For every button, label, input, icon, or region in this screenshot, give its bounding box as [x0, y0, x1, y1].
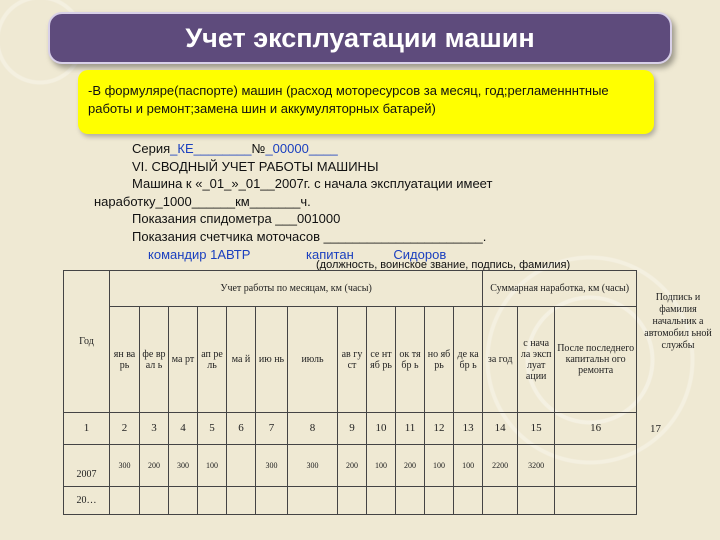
value-cell: 300 — [256, 445, 288, 487]
year-header: Год — [64, 271, 110, 413]
value-cell: 300 — [288, 445, 338, 487]
series-line: Серия_КЕ________№_00000____ — [132, 141, 338, 156]
value-cell: 100 — [198, 445, 227, 487]
note-line-2: работы и ремонт;замена шин и аккумуляторных батарей) — [88, 101, 436, 116]
column-number: 7 — [256, 413, 288, 445]
value-cell: 3200 — [518, 445, 555, 487]
value-cell — [367, 487, 396, 515]
work-table — [63, 270, 637, 515]
column-number: 10 — [367, 413, 396, 445]
speedometer-line: Показания спидометра ___001000 — [132, 211, 341, 227]
section-title: VI. СВОДНЫЙ УЧЕТ РАБОТЫ МАШИНЫ — [132, 158, 379, 174]
note-box — [78, 70, 654, 134]
since-overhaul-header: После последнего капитальн ого ремонта — [555, 307, 637, 413]
summary-group-header: Суммарная наработка, км (часы) — [483, 271, 637, 307]
note-line-1: -В формуляре(паспорте) машин (расход моторесурсов за месяц, год;регламенннтные — [88, 83, 609, 98]
column-number: 12 — [425, 413, 454, 445]
value-cell: 300 — [110, 445, 140, 487]
table-row — [64, 445, 637, 487]
column-number: 14 — [483, 413, 518, 445]
month-header: фе вр ал ь — [140, 307, 169, 413]
column-number: 6 — [227, 413, 256, 445]
value-cell: 100 — [425, 445, 454, 487]
column-number: 11 — [396, 413, 425, 445]
value-cell — [198, 487, 227, 515]
column-number: 4 — [169, 413, 198, 445]
column-number: 3 — [140, 413, 169, 445]
value-cell — [483, 487, 518, 515]
value-cell: 200 — [140, 445, 169, 487]
motohours-line: Показания счетчика моточасов ______________________. — [132, 228, 487, 244]
value-cell — [227, 445, 256, 487]
month-header: де ка бр ь — [454, 307, 483, 413]
month-header: ма рт — [169, 307, 198, 413]
column-number: 1 — [64, 413, 110, 445]
monthly-group-header: Учет работы по месяцам, км (часы) — [110, 271, 483, 307]
value-cell: 300 — [169, 445, 198, 487]
month-header: июль — [288, 307, 338, 413]
value-cell — [169, 487, 198, 515]
value-cell: 200 — [396, 445, 425, 487]
mileage-line: наработку_1000______км_______ч. — [94, 193, 311, 209]
value-cell — [518, 487, 555, 515]
value-cell — [110, 487, 140, 515]
column-number-row — [64, 413, 637, 445]
column-number: 2 — [110, 413, 140, 445]
value-cell: 100 — [454, 445, 483, 487]
signature-header: Подпись и фамилия начальник а автомобил ьной службы — [644, 292, 712, 351]
column-number: 16 — [555, 413, 637, 445]
value-cell — [555, 487, 637, 515]
month-header: ав гу ст — [338, 307, 367, 413]
year-cell: 2007 — [64, 445, 110, 487]
date-line: Машина к «_01_»_01__2007г. с начала эксплуатации имеет — [132, 176, 493, 192]
column-number-17: 17 — [650, 423, 661, 435]
month-header: ап ре ль — [198, 307, 227, 413]
month-header: се нт яб рь — [367, 307, 396, 413]
table-row — [64, 487, 637, 515]
column-number: 15 — [518, 413, 555, 445]
month-header: ма й — [227, 307, 256, 413]
value-cell — [425, 487, 454, 515]
value-cell — [338, 487, 367, 515]
signer-line: командир 1АВТР капитан Сидоров — [148, 246, 447, 262]
year-cell: 20… — [64, 487, 110, 515]
value-cell — [227, 487, 256, 515]
value-cell — [288, 487, 338, 515]
value-cell — [140, 487, 169, 515]
value-cell — [256, 487, 288, 515]
month-header: ок тя бр ь — [396, 307, 425, 413]
per-year-header: за год — [483, 307, 518, 413]
value-cell — [454, 487, 483, 515]
value-cell — [555, 445, 637, 487]
value-cell: 100 — [367, 445, 396, 487]
month-header: но яб рь — [425, 307, 454, 413]
month-header: ян ва рь — [110, 307, 140, 413]
month-header: ию нь — [256, 307, 288, 413]
signature-caption: (должность, воинское звание, подпись, фамилия) — [316, 259, 571, 271]
page-title: Учет эксплуатации машин — [48, 12, 672, 64]
since-start-header: с нача ла эксп луат ации — [518, 307, 555, 413]
column-number: 8 — [288, 413, 338, 445]
column-number: 9 — [338, 413, 367, 445]
value-cell: 200 — [338, 445, 367, 487]
form-text — [94, 140, 654, 263]
value-cell — [396, 487, 425, 515]
value-cell: 2200 — [483, 445, 518, 487]
column-number: 13 — [454, 413, 483, 445]
header-row — [64, 307, 637, 413]
column-number: 5 — [198, 413, 227, 445]
